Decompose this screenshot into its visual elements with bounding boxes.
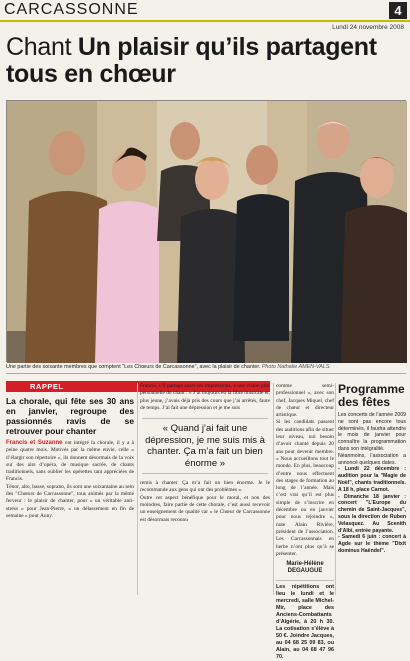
photo-credit: Photo Nathalie AMEN-VALS.: [261, 364, 331, 370]
practical-info: Les répétitions ont lieu le lundi et le mercredi, salle Michel-Mir, place des Anciens-Combattants d’Algérie, à 20 h 30. La cotisation s’élève à 50 €. Joindre Jacques, au 04 68 25 09 83, ou Alain, au 04 68 47 96 70.: [276, 580, 334, 661]
masthead: [0, 0, 410, 22]
article-paragraph: Francis, s’il partage aussi ces impressions, a une vision plus personnelle du chant : « J’ai toujours eu la fibre musicale et, plus jeune, j’avais déjà pris des cours que j’ai arrêtés, faute de temps. J’ai fait une dépression et je me suis: [140, 383, 270, 411]
sidebar-event: - Lundi 22 décembre : audition pour la "Magie de Noël", chants traditionnels. A 18 h, place Carnot.: [338, 466, 406, 493]
headline-main: Un plaisir qu’ils partagent tous en chœur: [6, 33, 377, 88]
headline-kicker: Chant: [6, 33, 72, 61]
article-column-1: [6, 396, 134, 520]
article-column-2: [140, 383, 270, 524]
pull-quote: « Quand j’ai fait une dépression, je me suis mis à chanter. Ça m’a fait un bien énorme »: [142, 418, 268, 474]
section-title: CARCASSONNE: [4, 1, 139, 18]
sidebar-event: - Dimanche 18 janvier : concert "L’Europe du chemin de Saint-Jacques", sous la direction de Ruben Velasquez. Au Scenith d’Albi, entrée payante.: [338, 493, 406, 534]
article-paragraph: Si les candidats passent des auditions afin de situer leur niveau, nul besoin d’avoir chanté depuis 20 ans pour devenir membre. « Nous accueillons tout le monde. En plus, beaucoup d’entre nous effectuent des stages de formation au long de l’année. Mais c’est vrai qu’il est plus simple de s’inscrire en décembre ou en janvier pour nous rejoindre », note Alain Rivière, président de l’association. Les Carcassonnais en herbe n’ont plus qu’à se présenter.: [276, 419, 334, 557]
sidebar-paragraph: Néanmoins, l’association a annoncé quelques dates.: [338, 452, 406, 466]
byline-names: Francis et Suzanne: [6, 440, 63, 446]
publication-date: Lundi 24 novembre 2008: [332, 24, 404, 31]
page-number: 4: [389, 2, 407, 19]
author-signature: Marie-Hélène DEGAUGUE: [286, 561, 324, 575]
article-paragraph: Ténor, alto, basse, soprano, ils sont une soixantaine au sein des "Chœurs de Carcassonne", tous animés par la même ferveur : le plaisir de chanter, pour « un véritable anti-stress » pour Jean-Pierre, « un délassement en fin de semaine » pour Anny.: [6, 483, 134, 519]
sidebar-event: - Samedi 6 juin : concert à Agde sur le thème "Dixit dominus Haëndel".: [338, 534, 406, 554]
sidebar-programme: [338, 383, 406, 595]
photo-illustration: [7, 101, 407, 363]
article-paragraph: remis à chanter. Ça m’a fait un bien énorme. Je le recommande aux gens qui ont des problèmes ».: [140, 480, 270, 494]
article-column-3: [276, 383, 334, 661]
headline: [6, 34, 406, 88]
column-divider: [273, 383, 274, 595]
article-paragraph: Outre cet aspect bénéfique pour le moral, et non des moindres, faire partie de cette chorale, c’est aussi recevoir un enseignement de qualité car « le Chœur de Carcassonne est désormais reconnu: [140, 494, 270, 523]
article-paragraph: comme semi-professionnel », avec son chef, Jacques Miquel, chef de chœur et directeur artistique.: [276, 383, 334, 419]
article-lead: La chorale, qui fête ses 30 ans en janvier, regroupe des passionnés ravis de se retrouver pour chanter: [6, 396, 134, 436]
rubric-banner: RAPPEL: [6, 381, 270, 392]
sidebar-title: Programme des fêtes: [338, 382, 405, 409]
sidebar-paragraph: Les concerts de l’année 2009 ne sont pas encore tous déterminés, il faudra attendre le mois de janvier pour connaître la programmation dans son intégralité.: [338, 412, 406, 452]
group-photo: [6, 100, 406, 362]
caption-text: Une partie des soixante membres que comptent "Les Chœurs de Carcassonne", avec la plaisir de chanter.: [6, 364, 261, 370]
column-divider: [335, 383, 336, 595]
photo-caption: [6, 364, 406, 374]
article-paragraph: Francis et Suzanne ont intégré la chorale, il y a à peine quatre mois. Motivés par la même envie, celle « d’élargir son répertoire », ils donnent désormais de la voix sur des airs d’opéra, de musique sacrée, de chants traditionnels, sans oublier les opérettes tant appréciées de Francis.: [6, 440, 134, 483]
column-divider: [137, 383, 138, 595]
